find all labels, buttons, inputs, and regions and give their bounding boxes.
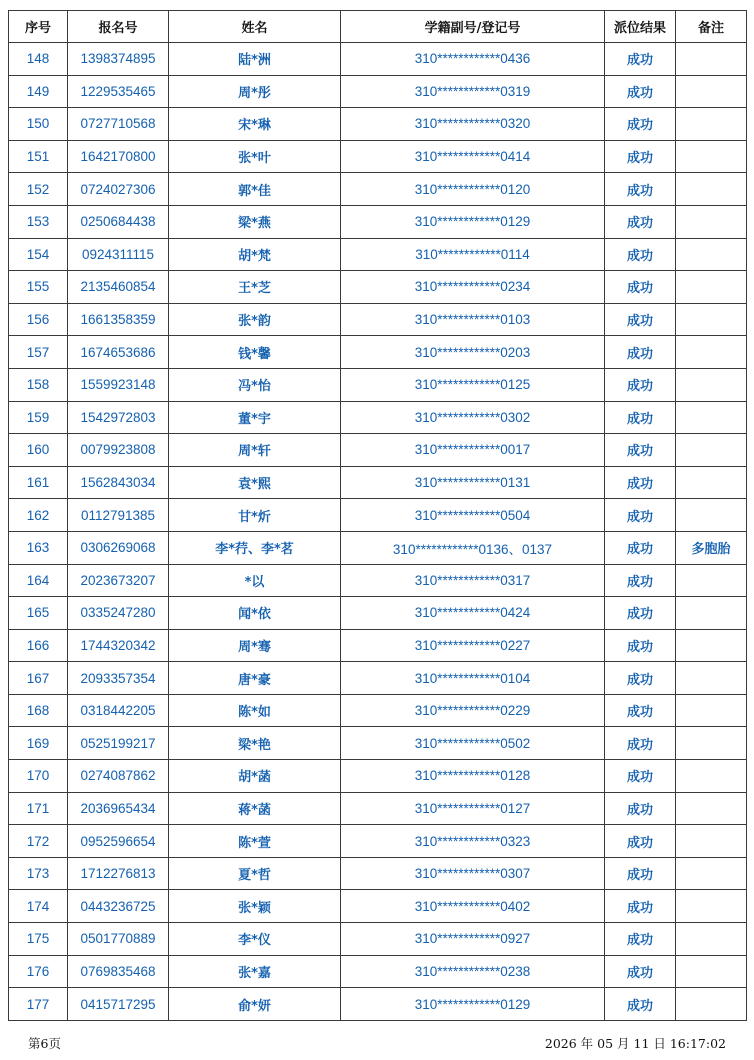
table-row bbox=[9, 988, 747, 1021]
cell-remark: 多胞胎 bbox=[676, 531, 747, 564]
cell-remark bbox=[676, 140, 747, 173]
table-row bbox=[9, 597, 747, 630]
cell-name: 宋*琳 bbox=[169, 108, 341, 141]
cell-student-id: 310************0104 bbox=[341, 662, 605, 695]
cell-name: 梁*艳 bbox=[169, 727, 341, 760]
cell-result: 成功 bbox=[605, 108, 676, 141]
table-row bbox=[9, 923, 747, 956]
table-row bbox=[9, 401, 747, 434]
cell-result: 成功 bbox=[605, 988, 676, 1021]
cell-remark bbox=[676, 890, 747, 923]
cell-student-id: 310************0203 bbox=[341, 336, 605, 369]
cell-name: 陈*萱 bbox=[169, 825, 341, 858]
cell-name: 梁*燕 bbox=[169, 205, 341, 238]
cell-remark bbox=[676, 466, 747, 499]
cell-remark bbox=[676, 760, 747, 793]
cell-remark bbox=[676, 401, 747, 434]
cell-remark bbox=[676, 173, 747, 206]
cell-reg-no: 1642170800 bbox=[68, 140, 169, 173]
cell-reg-no: 0079923808 bbox=[68, 434, 169, 467]
cell-result: 成功 bbox=[605, 205, 676, 238]
cell-reg-no: 0318442205 bbox=[68, 694, 169, 727]
cell-result: 成功 bbox=[605, 662, 676, 695]
cell-seq: 159 bbox=[9, 401, 68, 434]
cell-name: 郭*佳 bbox=[169, 173, 341, 206]
cell-result: 成功 bbox=[605, 401, 676, 434]
cell-result: 成功 bbox=[605, 792, 676, 825]
cell-result: 成功 bbox=[605, 531, 676, 564]
cell-name: 王*芝 bbox=[169, 271, 341, 304]
table-row bbox=[9, 434, 747, 467]
cell-reg-no: 0769835468 bbox=[68, 955, 169, 988]
cell-remark bbox=[676, 336, 747, 369]
cell-result: 成功 bbox=[605, 564, 676, 597]
cell-result: 成功 bbox=[605, 825, 676, 858]
cell-student-id: 310************0127 bbox=[341, 792, 605, 825]
cell-reg-no: 2036965434 bbox=[68, 792, 169, 825]
cell-student-id: 310************0323 bbox=[341, 825, 605, 858]
cell-seq: 169 bbox=[9, 727, 68, 760]
cell-result: 成功 bbox=[605, 466, 676, 499]
cell-reg-no: 0443236725 bbox=[68, 890, 169, 923]
cell-name: 俞*妍 bbox=[169, 988, 341, 1021]
cell-name: 蒋*菡 bbox=[169, 792, 341, 825]
cell-reg-no: 1744320342 bbox=[68, 629, 169, 662]
table-row bbox=[9, 629, 747, 662]
cell-remark bbox=[676, 368, 747, 401]
cell-seq: 155 bbox=[9, 271, 68, 304]
cell-remark bbox=[676, 43, 747, 76]
table-row bbox=[9, 205, 747, 238]
cell-seq: 173 bbox=[9, 857, 68, 890]
cell-name: 李*仪 bbox=[169, 923, 341, 956]
table-row bbox=[9, 75, 747, 108]
table-body bbox=[9, 43, 747, 1021]
cell-result: 成功 bbox=[605, 597, 676, 630]
cell-seq: 170 bbox=[9, 760, 68, 793]
cell-remark bbox=[676, 988, 747, 1021]
cell-name: 张*颖 bbox=[169, 890, 341, 923]
cell-remark bbox=[676, 564, 747, 597]
cell-reg-no: 0952596654 bbox=[68, 825, 169, 858]
cell-reg-no: 1562843034 bbox=[68, 466, 169, 499]
cell-remark bbox=[676, 303, 747, 336]
cell-result: 成功 bbox=[605, 923, 676, 956]
cell-student-id: 310************0414 bbox=[341, 140, 605, 173]
table-header bbox=[9, 11, 747, 43]
cell-reg-no: 0727710568 bbox=[68, 108, 169, 141]
table-row bbox=[9, 466, 747, 499]
cell-result: 成功 bbox=[605, 890, 676, 923]
table-row bbox=[9, 890, 747, 923]
header-remark: 备注 bbox=[676, 11, 747, 43]
cell-remark bbox=[676, 597, 747, 630]
cell-remark bbox=[676, 238, 747, 271]
cell-name: 董*宇 bbox=[169, 401, 341, 434]
timestamp: 2026 年 05 月 11 日 16:17:02 bbox=[544, 1036, 726, 1051]
cell-seq: 149 bbox=[9, 75, 68, 108]
cell-result: 成功 bbox=[605, 303, 676, 336]
cell-seq: 160 bbox=[9, 434, 68, 467]
cell-seq: 167 bbox=[9, 662, 68, 695]
cell-seq: 165 bbox=[9, 597, 68, 630]
cell-result: 成功 bbox=[605, 368, 676, 401]
header-name: 姓名 bbox=[169, 11, 341, 43]
cell-reg-no: 1712276813 bbox=[68, 857, 169, 890]
table-row bbox=[9, 368, 747, 401]
cell-seq: 152 bbox=[9, 173, 68, 206]
table-row bbox=[9, 955, 747, 988]
header-result: 派位结果 bbox=[605, 11, 676, 43]
cell-student-id: 310************0319 bbox=[341, 75, 605, 108]
cell-seq: 175 bbox=[9, 923, 68, 956]
cell-reg-no: 1542972803 bbox=[68, 401, 169, 434]
cell-seq: 176 bbox=[9, 955, 68, 988]
cell-student-id: 310************0320 bbox=[341, 108, 605, 141]
cell-seq: 161 bbox=[9, 466, 68, 499]
cell-name: 唐*豪 bbox=[169, 662, 341, 695]
cell-reg-no: 2135460854 bbox=[68, 271, 169, 304]
cell-remark bbox=[676, 271, 747, 304]
table-row bbox=[9, 173, 747, 206]
cell-name: 张*叶 bbox=[169, 140, 341, 173]
cell-reg-no: 0415717295 bbox=[68, 988, 169, 1021]
cell-seq: 177 bbox=[9, 988, 68, 1021]
cell-reg-no: 0274087862 bbox=[68, 760, 169, 793]
cell-result: 成功 bbox=[605, 629, 676, 662]
cell-reg-no: 0525199217 bbox=[68, 727, 169, 760]
cell-remark bbox=[676, 108, 747, 141]
table-row bbox=[9, 499, 747, 532]
cell-remark bbox=[676, 792, 747, 825]
cell-reg-no: 2093357354 bbox=[68, 662, 169, 695]
cell-result: 成功 bbox=[605, 760, 676, 793]
cell-student-id: 310************0402 bbox=[341, 890, 605, 923]
cell-student-id: 310************0502 bbox=[341, 727, 605, 760]
cell-remark bbox=[676, 499, 747, 532]
cell-remark bbox=[676, 857, 747, 890]
table-row bbox=[9, 792, 747, 825]
cell-reg-no: 0724027306 bbox=[68, 173, 169, 206]
cell-student-id: 310************0238 bbox=[341, 955, 605, 988]
cell-name: 周*轩 bbox=[169, 434, 341, 467]
cell-remark bbox=[676, 205, 747, 238]
cell-student-id: 310************0317 bbox=[341, 564, 605, 597]
cell-reg-no: 1674653686 bbox=[68, 336, 169, 369]
cell-student-id: 310************0114 bbox=[341, 238, 605, 271]
table-row bbox=[9, 303, 747, 336]
cell-student-id: 310************0120 bbox=[341, 173, 605, 206]
cell-name: 陆*洲 bbox=[169, 43, 341, 76]
cell-name: 周*彤 bbox=[169, 75, 341, 108]
cell-reg-no: 1559923148 bbox=[68, 368, 169, 401]
allocation-results-table bbox=[8, 10, 747, 1021]
cell-name: 钱*馨 bbox=[169, 336, 341, 369]
cell-seq: 172 bbox=[9, 825, 68, 858]
table-row bbox=[9, 336, 747, 369]
cell-name: 周*骞 bbox=[169, 629, 341, 662]
table-row bbox=[9, 140, 747, 173]
cell-name: 胡*菡 bbox=[169, 760, 341, 793]
cell-student-id: 310************0424 bbox=[341, 597, 605, 630]
cell-name: 夏*哲 bbox=[169, 857, 341, 890]
cell-name: *以 bbox=[169, 564, 341, 597]
cell-seq: 150 bbox=[9, 108, 68, 141]
header-reg-no: 报名号 bbox=[68, 11, 169, 43]
cell-result: 成功 bbox=[605, 694, 676, 727]
cell-student-id: 310************0128 bbox=[341, 760, 605, 793]
cell-name: 袁*熙 bbox=[169, 466, 341, 499]
cell-student-id: 310************0103 bbox=[341, 303, 605, 336]
cell-reg-no: 1398374895 bbox=[68, 43, 169, 76]
cell-student-id: 310************0307 bbox=[341, 857, 605, 890]
cell-remark bbox=[676, 694, 747, 727]
table-row bbox=[9, 564, 747, 597]
cell-result: 成功 bbox=[605, 238, 676, 271]
cell-seq: 163 bbox=[9, 531, 68, 564]
cell-remark bbox=[676, 434, 747, 467]
cell-name: 闻*依 bbox=[169, 597, 341, 630]
cell-student-id: 310************0227 bbox=[341, 629, 605, 662]
cell-remark bbox=[676, 662, 747, 695]
cell-remark bbox=[676, 629, 747, 662]
cell-student-id: 310************0131 bbox=[341, 466, 605, 499]
cell-student-id: 310************0229 bbox=[341, 694, 605, 727]
cell-result: 成功 bbox=[605, 140, 676, 173]
cell-student-id: 310************0017 bbox=[341, 434, 605, 467]
table-row bbox=[9, 825, 747, 858]
cell-seq: 158 bbox=[9, 368, 68, 401]
cell-seq: 151 bbox=[9, 140, 68, 173]
cell-result: 成功 bbox=[605, 434, 676, 467]
page-number: 第6页 bbox=[28, 1036, 61, 1051]
cell-reg-no: 2023673207 bbox=[68, 564, 169, 597]
cell-remark bbox=[676, 923, 747, 956]
cell-reg-no: 0335247280 bbox=[68, 597, 169, 630]
cell-reg-no: 0250684438 bbox=[68, 205, 169, 238]
table-row bbox=[9, 662, 747, 695]
cell-name: 张*嘉 bbox=[169, 955, 341, 988]
cell-student-id: 310************0302 bbox=[341, 401, 605, 434]
cell-student-id: 310************0129 bbox=[341, 205, 605, 238]
cell-result: 成功 bbox=[605, 499, 676, 532]
cell-reg-no: 0306269068 bbox=[68, 531, 169, 564]
cell-seq: 168 bbox=[9, 694, 68, 727]
table-row bbox=[9, 727, 747, 760]
cell-student-id: 310************0136、0137 bbox=[341, 531, 605, 564]
cell-name: 陈*如 bbox=[169, 694, 341, 727]
cell-result: 成功 bbox=[605, 857, 676, 890]
cell-remark bbox=[676, 825, 747, 858]
cell-result: 成功 bbox=[605, 43, 676, 76]
cell-result: 成功 bbox=[605, 336, 676, 369]
cell-student-id: 310************0504 bbox=[341, 499, 605, 532]
cell-seq: 174 bbox=[9, 890, 68, 923]
cell-result: 成功 bbox=[605, 727, 676, 760]
cell-remark bbox=[676, 955, 747, 988]
cell-name: 冯*怡 bbox=[169, 368, 341, 401]
table-row bbox=[9, 531, 747, 564]
cell-seq: 156 bbox=[9, 303, 68, 336]
cell-result: 成功 bbox=[605, 955, 676, 988]
cell-seq: 148 bbox=[9, 43, 68, 76]
cell-result: 成功 bbox=[605, 271, 676, 304]
cell-result: 成功 bbox=[605, 75, 676, 108]
cell-result: 成功 bbox=[605, 173, 676, 206]
table-row bbox=[9, 857, 747, 890]
cell-reg-no: 0924311115 bbox=[68, 238, 169, 271]
header-seq: 序号 bbox=[9, 11, 68, 43]
cell-seq: 164 bbox=[9, 564, 68, 597]
table-row bbox=[9, 238, 747, 271]
cell-seq: 153 bbox=[9, 205, 68, 238]
cell-student-id: 310************0234 bbox=[341, 271, 605, 304]
allocation-results-page bbox=[8, 10, 746, 1021]
table-row bbox=[9, 108, 747, 141]
cell-reg-no: 0501770889 bbox=[68, 923, 169, 956]
table-row bbox=[9, 760, 747, 793]
cell-reg-no: 1661358359 bbox=[68, 303, 169, 336]
table-row bbox=[9, 694, 747, 727]
cell-student-id: 310************0927 bbox=[341, 923, 605, 956]
table-row bbox=[9, 271, 747, 304]
cell-remark bbox=[676, 75, 747, 108]
header-student-id: 学籍副号/登记号 bbox=[341, 11, 605, 43]
table-row bbox=[9, 43, 747, 76]
cell-name: 甘*炘 bbox=[169, 499, 341, 532]
cell-reg-no: 1229535465 bbox=[68, 75, 169, 108]
cell-name: 胡*梵 bbox=[169, 238, 341, 271]
cell-seq: 162 bbox=[9, 499, 68, 532]
cell-reg-no: 0112791385 bbox=[68, 499, 169, 532]
cell-remark bbox=[676, 727, 747, 760]
cell-student-id: 310************0129 bbox=[341, 988, 605, 1021]
cell-name: 李*荇、李*茗 bbox=[169, 531, 341, 564]
cell-seq: 171 bbox=[9, 792, 68, 825]
cell-student-id: 310************0436 bbox=[341, 43, 605, 76]
cell-seq: 157 bbox=[9, 336, 68, 369]
header-row bbox=[9, 11, 747, 43]
cell-seq: 166 bbox=[9, 629, 68, 662]
cell-seq: 154 bbox=[9, 238, 68, 271]
cell-student-id: 310************0125 bbox=[341, 368, 605, 401]
cell-name: 张*韵 bbox=[169, 303, 341, 336]
